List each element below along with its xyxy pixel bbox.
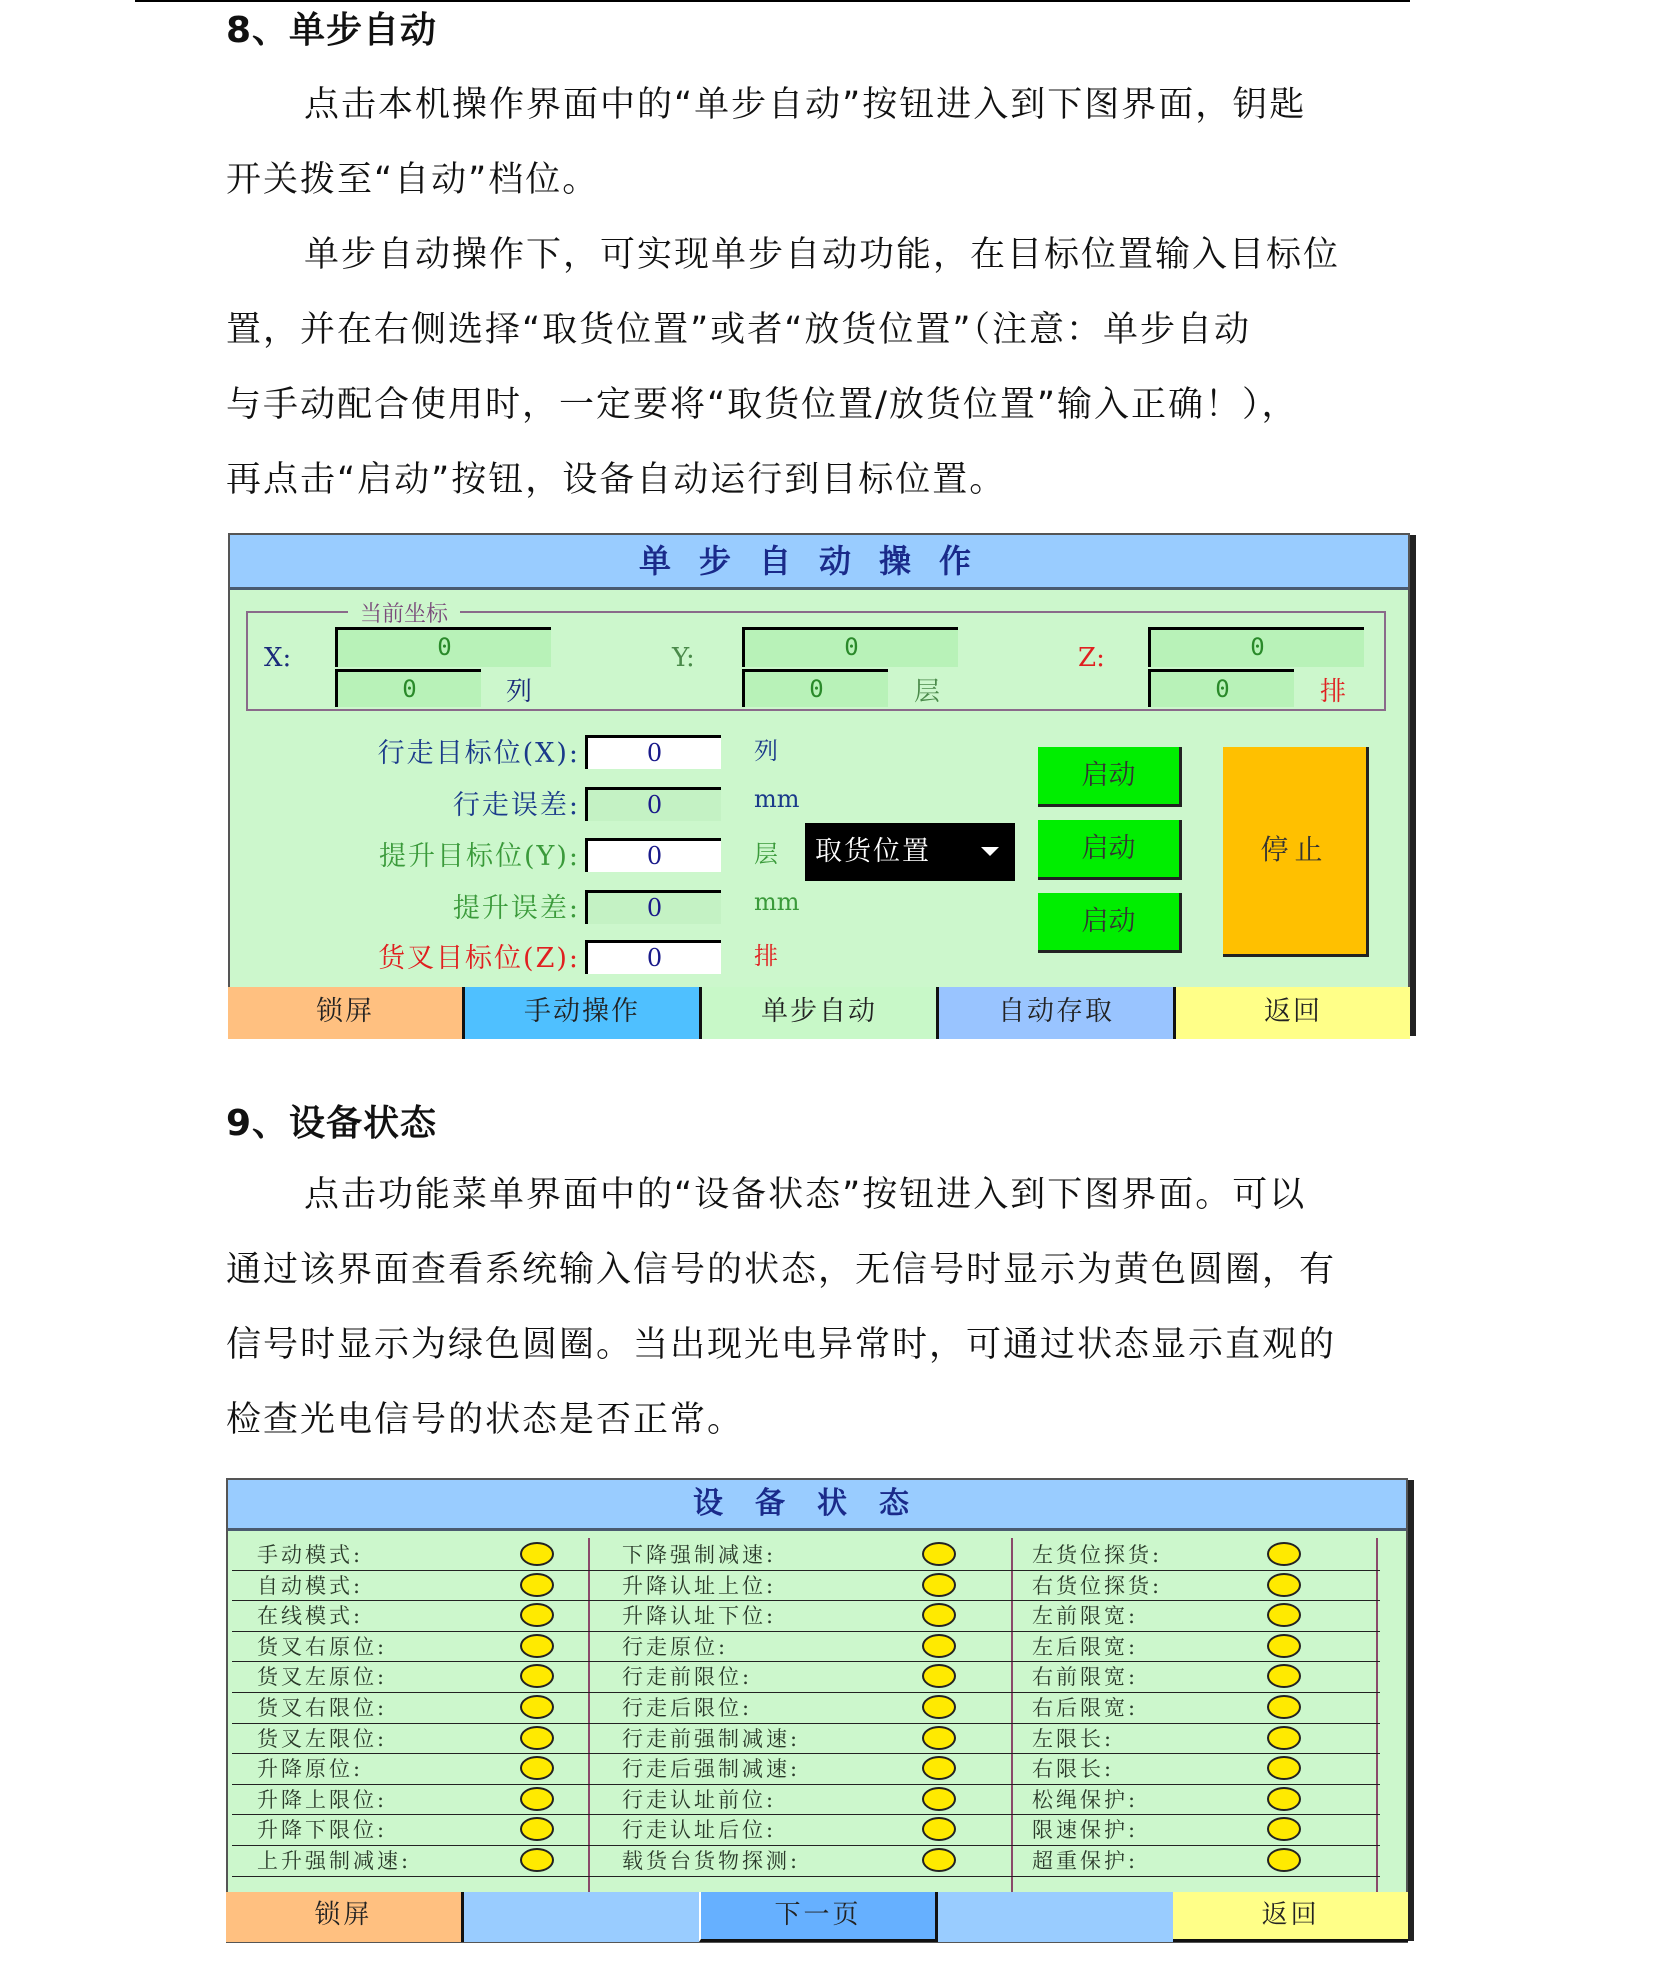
walk-error-unit: mm [754, 785, 800, 813]
para-line: 通过该界面查看系统输入信号的状态，无信号时显示为黄色圆圈，有 [226, 1250, 1337, 1290]
status-label: 货叉右限位: [257, 1695, 388, 1720]
status-row [232, 1754, 1380, 1785]
status-lamp-icon [1267, 1573, 1301, 1597]
start-lift-button[interactable]: 启动 [1038, 820, 1182, 880]
status-lamp-icon [922, 1603, 956, 1627]
status-label: 右前限宽: [1032, 1665, 1139, 1690]
nav-lock-screen[interactable]: 锁屏 [226, 1892, 464, 1942]
status-lamp-icon [922, 1817, 956, 1841]
z-row-display: 0 [1148, 669, 1294, 707]
lift-error-row [230, 886, 830, 926]
status-row [232, 1601, 1380, 1632]
axis-x-label: X: [264, 643, 292, 673]
nav-auto-storage[interactable]: 自动存取 [939, 987, 1176, 1039]
status-label: 右限长: [1032, 1757, 1115, 1782]
status-label: 左前限宽: [1032, 1604, 1139, 1629]
status-label: 货叉左原位: [257, 1665, 388, 1690]
status-lamp-icon [520, 1664, 554, 1688]
status-label: 行走后限位: [622, 1695, 753, 1720]
para-line: 点击本机操作界面中的“单步自动”按钮进入到下图界面，钥匙 [304, 85, 1307, 125]
status-lamp-icon [520, 1542, 554, 1566]
status-label: 左限长: [1032, 1726, 1115, 1751]
nav-next-page[interactable]: 下一页 [699, 1892, 939, 1942]
lift-target-row [230, 834, 830, 874]
fork-target-unit: 排 [754, 942, 778, 970]
walk-error-row [230, 783, 830, 823]
section-9-heading: 9、设备状态 [226, 1103, 438, 1144]
walk-target-unit: 列 [754, 737, 778, 765]
fork-target-row [230, 936, 830, 976]
status-lamp-icon [520, 1817, 554, 1841]
status-lamp-icon [520, 1726, 554, 1750]
stop-button[interactable]: 停止 [1223, 747, 1369, 957]
para-line: 点击功能菜单界面中的“设备状态”按钮进入到下图界面。可以 [304, 1175, 1307, 1215]
section-8-paragraph [226, 68, 1416, 518]
single-step-auto-panel [228, 533, 1410, 1038]
status-lamp-icon [1267, 1695, 1301, 1719]
status-label: 超重保护: [1032, 1848, 1139, 1873]
walk-target-input[interactable]: 0 [585, 735, 721, 769]
section-9-paragraph [226, 1158, 1416, 1458]
panel-title: 设备状态 [228, 1480, 1406, 1531]
panel-edge [1408, 1480, 1414, 1941]
status-lamp-icon [922, 1695, 956, 1719]
status-lamp-icon [520, 1634, 554, 1658]
nav-empty-slot [938, 1892, 1173, 1942]
status-lamp-icon [1267, 1787, 1301, 1811]
status-lamp-icon [520, 1787, 554, 1811]
status-row [232, 1693, 1380, 1724]
status-label: 行走前限位: [622, 1665, 753, 1690]
dropdown-caret-icon [981, 847, 999, 856]
lift-error-input[interactable]: 0 [585, 890, 721, 924]
fork-target-label: 货叉目标位(Z): [378, 943, 580, 974]
lift-target-label: 提升目标位(Y): [379, 841, 580, 872]
walk-error-label: 行走误差: [452, 790, 580, 821]
status-row [232, 1724, 1380, 1755]
status-row [232, 1632, 1380, 1663]
status-label: 货叉右原位: [257, 1634, 388, 1659]
status-lamp-icon [520, 1573, 554, 1597]
status-label: 升降上限位: [257, 1787, 388, 1812]
axis-y-label: Y: [672, 643, 695, 673]
status-lamp-icon [1267, 1848, 1301, 1872]
status-label: 限速保护: [1032, 1818, 1139, 1843]
lift-error-unit: mm [754, 888, 800, 916]
y-level-display: 0 [742, 669, 888, 707]
status-lamp-icon [922, 1664, 956, 1688]
lift-target-input[interactable]: 0 [585, 838, 721, 872]
status-row [232, 1785, 1380, 1816]
para-line: 与手动配合使用时，一定要将“取货位置/放货位置”输入正确！）， [226, 385, 1299, 425]
nav-lock-screen[interactable]: 锁屏 [228, 987, 465, 1039]
status-lamp-icon [922, 1726, 956, 1750]
bottom-nav [228, 987, 1410, 1039]
status-label: 下降强制减速: [622, 1543, 777, 1567]
nav-back[interactable]: 返回 [1176, 987, 1410, 1039]
para-line: 开关拨至“自动”档位。 [226, 160, 600, 200]
status-lamp-icon [1267, 1603, 1301, 1627]
para-line: 单步自动操作下，可实现单步自动功能，在目标位置输入目标位 [304, 235, 1341, 275]
current-coordinates-group [246, 602, 1386, 711]
status-lamp-icon [520, 1695, 554, 1719]
status-row [232, 1846, 1380, 1877]
status-row [232, 1662, 1380, 1693]
status-label: 行走前强制减速: [622, 1726, 801, 1751]
status-row [232, 1815, 1380, 1846]
x-position-display: 0 [335, 627, 551, 667]
x-unit: 列 [506, 677, 533, 707]
status-lamp-icon [1267, 1664, 1301, 1688]
walk-error-input[interactable]: 0 [585, 787, 721, 821]
para-line: 信号时显示为绿色圆圈。当出现光电异常时，可通过状态显示直观的 [226, 1325, 1337, 1365]
status-lamp-icon [520, 1603, 554, 1627]
bottom-nav [226, 1892, 1408, 1942]
status-lamp-icon [1267, 1634, 1301, 1658]
status-label: 货叉左限位: [257, 1726, 388, 1751]
status-lamp-icon [1267, 1542, 1301, 1566]
status-label: 升降认址上位: [622, 1573, 777, 1598]
status-label: 右后限宽: [1032, 1695, 1139, 1720]
status-label: 行走原位: [622, 1634, 729, 1659]
status-label: 载货台货物探测: [622, 1848, 801, 1873]
z-unit: 排 [1320, 677, 1347, 707]
nav-empty-slot [464, 1892, 699, 1942]
status-label: 自动模式: [257, 1573, 364, 1598]
status-label: 行走认址前位: [622, 1787, 777, 1812]
status-lamp-icon [922, 1634, 956, 1658]
status-grid [232, 1540, 1380, 1877]
section-8-heading: 8、单步自动 [226, 10, 438, 51]
status-lamp-icon [520, 1756, 554, 1780]
coords-legend: 当前坐标 [348, 597, 460, 628]
y-unit: 层 [914, 677, 941, 707]
status-lamp-icon [1267, 1756, 1301, 1780]
panel-title: 单步自动操作 [230, 535, 1408, 590]
nav-back[interactable]: 返回 [1173, 1892, 1408, 1942]
status-lamp-icon [922, 1573, 956, 1597]
status-label: 在线模式: [257, 1604, 364, 1629]
start-walk-button[interactable]: 启动 [1038, 747, 1182, 807]
status-label: 松绳保护: [1032, 1787, 1139, 1812]
status-label: 升降认址下位: [622, 1604, 777, 1629]
status-lamp-icon [922, 1787, 956, 1811]
x-column-display: 0 [335, 669, 481, 707]
para-line: 检查光电信号的状态是否正常。 [226, 1400, 745, 1440]
fork-target-input[interactable]: 0 [585, 940, 721, 974]
status-label: 升降原位: [257, 1757, 364, 1782]
status-label: 行走后强制减速: [622, 1757, 801, 1782]
position-select-value: 取货位置 [815, 836, 931, 867]
status-lamp-icon [922, 1756, 956, 1780]
status-label: 右货位探货: [1032, 1573, 1163, 1598]
status-lamp-icon [520, 1848, 554, 1872]
status-lamp-icon [1267, 1817, 1301, 1841]
device-status-panel [226, 1478, 1408, 1943]
status-label: 手动模式: [257, 1543, 364, 1567]
y-position-display: 0 [742, 627, 958, 667]
status-label: 左后限宽: [1032, 1634, 1139, 1659]
walk-target-row [230, 731, 830, 771]
lift-target-unit: 层 [754, 840, 778, 868]
panel-edge [1410, 535, 1416, 1036]
position-select-dropdown[interactable] [805, 823, 1015, 881]
walk-target-label: 行走目标位(X): [377, 738, 580, 769]
lift-error-label: 提升误差: [452, 893, 580, 924]
status-row [232, 1540, 1380, 1571]
status-label: 行走认址后位: [622, 1818, 777, 1843]
status-label: 上升强制减速: [257, 1848, 412, 1873]
nav-manual-operation[interactable]: 手动操作 [465, 987, 702, 1039]
z-position-display: 0 [1148, 627, 1364, 667]
status-lamp-icon [1267, 1726, 1301, 1750]
para-line: 置，并在右侧选择“取货位置”或者“放货位置”（注意：单步自动 [226, 310, 1252, 350]
start-fork-button[interactable]: 启动 [1038, 893, 1182, 953]
axis-z-label: Z: [1078, 643, 1105, 673]
status-lamp-icon [922, 1542, 956, 1566]
para-line: 再点击“启动”按钮，设备自动运行到目标位置。 [226, 460, 1007, 500]
status-lamp-icon [922, 1848, 956, 1872]
nav-single-step-auto[interactable]: 单步自动 [702, 987, 939, 1039]
status-label: 升降下限位: [257, 1818, 388, 1843]
status-row [232, 1571, 1380, 1602]
status-label: 左货位探货: [1032, 1543, 1163, 1567]
